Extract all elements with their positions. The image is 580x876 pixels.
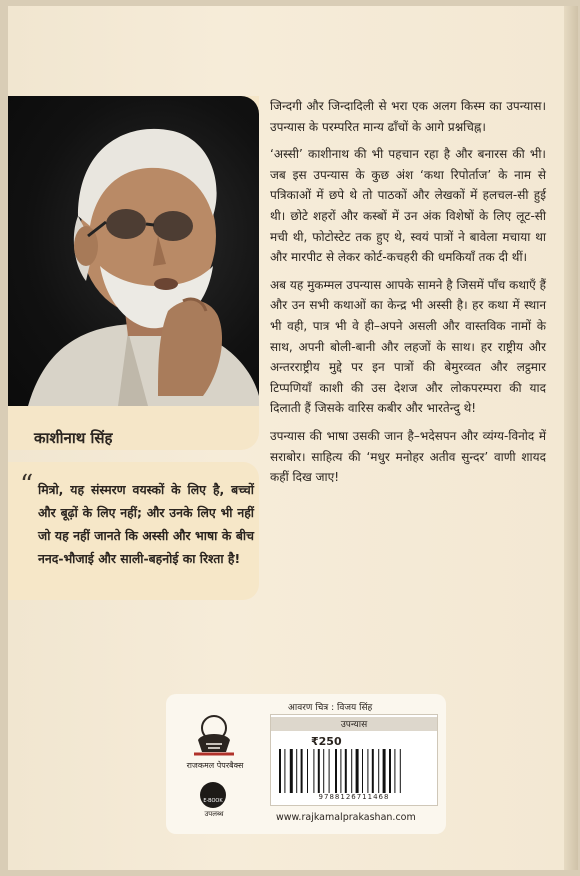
genre-label: उपन्यास [271, 717, 437, 731]
cover-credit: आवरण चित्र : विजय सिंह [288, 703, 373, 713]
barcode-icon [277, 749, 431, 793]
author-name: काशीनाथ सिंह [34, 429, 113, 447]
author-photo [8, 96, 259, 406]
publisher-logo-icon [184, 710, 244, 760]
description-paragraph: अब यह मुकम्मल उपन्यास आपके सामने है जिसमें पाँच कथाएँ हैं और उन सभी कथाओं का केन्द्र भी अस्सी है। हर कथा में स्थान भी वही, पात्र भी वे ही–अपने असली और वास्तविक नामों के साथ, अपनी बोली-बानी और लहजों के साथ। हर राष्ट्रीय और अन्तरराष्ट्रीय मुद्दे पर इन पात्रों की बेमुरव्वत और लट्ठमार टिप्पणियाँ काशी की उस देशज और लोकपरम्परा की याद दिलाती हैं जिसके वारिस कबीर और भारतेन्दु थे! [270, 277, 546, 416]
ebook-icon: E-BOOK [200, 782, 226, 808]
quote-mark-icon: “ [20, 470, 34, 500]
publisher-panel [166, 694, 446, 834]
cover-edge [564, 6, 578, 870]
description-paragraph: ‘अस्सी’ काशीनाथ की भी पहचान रहा है और बनारस की भी। जब इस उपन्यास के कुछ अंश ‘कथा रिपोर्ताज’ के नाम से पत्रिकाओं में छपे थे तो पाठकों और लेखकों में हलचल-सी हुई थी। छोटे शहरों और कस्बों में उन अंक विशेषों के लिए लूट-सी मची थी, फोटोस्टेट तक हुए थे, स्वयं पात्रों ने बावेला मचाया था और मारपीट से लेकर कोर्ट-कचहरी की धमकियाँ तक दी थीं। [270, 147, 546, 265]
publisher-name: राजकमल पेपरबैक्स [186, 761, 244, 770]
price: ₹250 [311, 735, 342, 748]
barcode-box [270, 714, 438, 806]
book-back-cover [8, 6, 564, 870]
author-photo-card [8, 96, 259, 450]
publisher-website: www.rajkamalprakashan.com [276, 812, 416, 823]
author-portrait-image [8, 96, 259, 406]
quote-text: मित्रो, यह संस्मरण वयस्कों के लिए है, बच्चों और बूढ़ों के लिए नहीं; और उनके लिए भी नहीं जो यह नहीं जानते कि अस्सी और भाषा के बीच ननद-भौजाई और साली-बहनोई का रिश्ता है! [38, 482, 254, 566]
ebook-label: उपलब्ध [204, 810, 224, 818]
isbn-number: 9788126711468 [318, 793, 390, 801]
book-description [270, 96, 546, 495]
description-paragraph: जिन्दगी और जिन्दादिली से भरा एक अलग किस्म का उपन्यास। उपन्यास के परम्परित मान्य ढाँचों के आगे प्रश्नचिह्न। [270, 99, 546, 134]
description-paragraph: उपन्यास की भाषा उसकी जान है–भदेसपन और व्यंग्य-विनोद में सराबोर। साहित्य की ‘मधुर मनोहर अतीव सुन्दर’ वाणी शायद कहीं दिख जाए! [270, 428, 546, 485]
quote-box [8, 462, 259, 600]
